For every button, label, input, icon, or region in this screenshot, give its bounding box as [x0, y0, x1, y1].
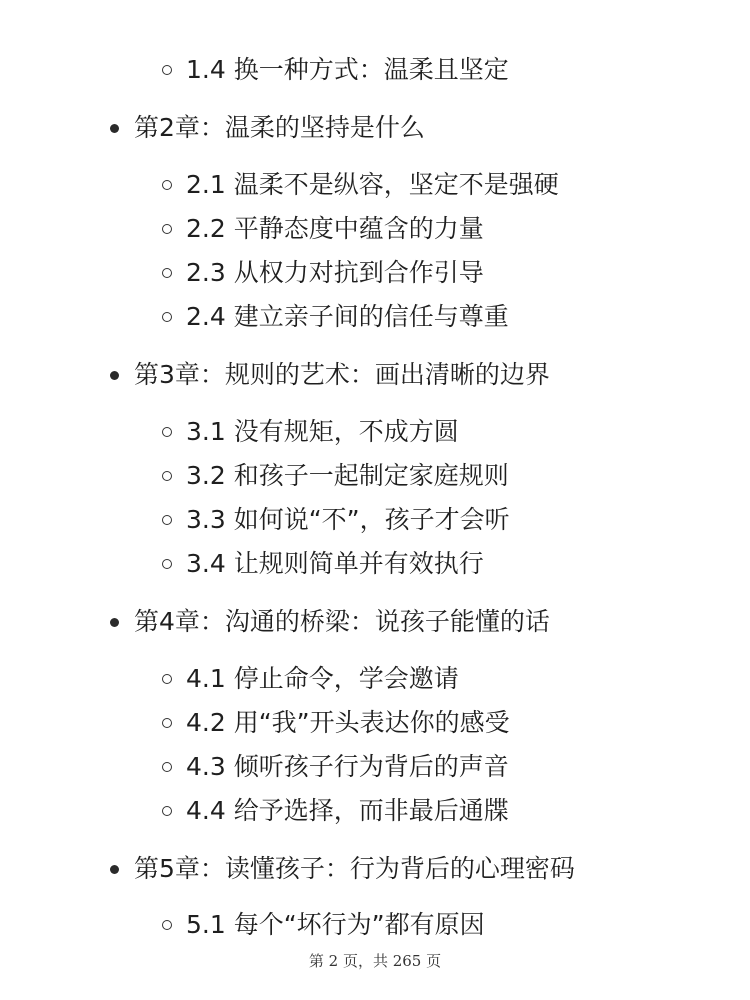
- circle-bullet-icon: [162, 211, 186, 247]
- circle-bullet-icon: [162, 414, 186, 450]
- toc-item-label: 2.3 从权力对抗到合作引导: [186, 258, 484, 287]
- circle-bullet-icon: [162, 546, 186, 582]
- toc-item-label: 4.2 用“我”开头表达你的感受: [186, 708, 510, 737]
- circle-bullet-icon: [162, 458, 186, 494]
- toc-item-label: 2.1 温柔不是纵容，坚定不是强硬: [186, 170, 559, 199]
- circle-bullet-icon: [162, 661, 186, 697]
- toc-item-label: 5.1 每个“坏行为”都有原因: [186, 910, 485, 939]
- toc-item-label: 3.4 让规则简单并有效执行: [186, 549, 484, 578]
- toc-item-label: 3.1 没有规矩，不成方圆: [186, 417, 459, 446]
- toc-item-label: 4.4 给予选择，而非最后通牒: [186, 796, 509, 825]
- circle-bullet-icon: [162, 502, 186, 538]
- disc-bullet-icon: [110, 357, 134, 393]
- toc-section-item: [162, 661, 459, 697]
- toc-item-label: 第4章：沟通的桥梁：说孩子能懂的话: [134, 607, 550, 636]
- circle-bullet-icon: [162, 167, 186, 203]
- toc-item-label: 3.3 如何说“不”，孩子才会听: [186, 505, 510, 534]
- toc-item-label: 第2章：温柔的坚持是什么: [134, 113, 425, 142]
- circle-bullet-icon: [162, 255, 186, 291]
- toc-section-item: [162, 167, 559, 203]
- circle-bullet-icon: [162, 793, 186, 829]
- toc-item-label: 4.3 倾听孩子行为背后的声音: [186, 752, 509, 781]
- circle-bullet-icon: [162, 907, 186, 943]
- toc-item-label: 3.2 和孩子一起制定家庭规则: [186, 461, 509, 490]
- toc-section-item: [162, 793, 509, 829]
- circle-bullet-icon: [162, 705, 186, 741]
- toc-section-item: [162, 705, 510, 741]
- circle-bullet-icon: [162, 749, 186, 785]
- toc-item-label: 2.4 建立亲子间的信任与尊重: [186, 302, 509, 331]
- toc-chapter-item: [110, 851, 575, 887]
- disc-bullet-icon: [110, 851, 134, 887]
- toc-section-item: [162, 907, 485, 943]
- disc-bullet-icon: [110, 604, 134, 640]
- toc-section-item: [162, 458, 509, 494]
- toc-chapter-item: [110, 110, 425, 146]
- toc-item-label: 2.2 平静态度中蕴含的力量: [186, 214, 484, 243]
- toc-section-item: [162, 211, 484, 247]
- toc-chapter-item: [110, 357, 550, 393]
- toc-item-label: 4.1 停止命令，学会邀请: [186, 664, 459, 693]
- toc-section-item: [162, 749, 509, 785]
- toc-section-item: [162, 52, 509, 88]
- circle-bullet-icon: [162, 52, 186, 88]
- page-number-footer: 第 2 页，共 265 页: [308, 952, 442, 970]
- toc-item-label: 第5章：读懂孩子：行为背后的心理密码: [134, 854, 575, 883]
- circle-bullet-icon: [162, 299, 186, 335]
- toc-section-item: [162, 502, 510, 538]
- toc-item-label: 第3章：规则的艺术：画出清晰的边界: [134, 360, 550, 389]
- toc-section-item: [162, 299, 509, 335]
- disc-bullet-icon: [110, 110, 134, 146]
- toc-section-item: [162, 255, 484, 291]
- toc-section-item: [162, 546, 484, 582]
- toc-section-item: [162, 414, 459, 450]
- toc-chapter-item: [110, 604, 550, 640]
- toc-item-label: 1.4 换一种方式：温柔且坚定: [186, 55, 509, 84]
